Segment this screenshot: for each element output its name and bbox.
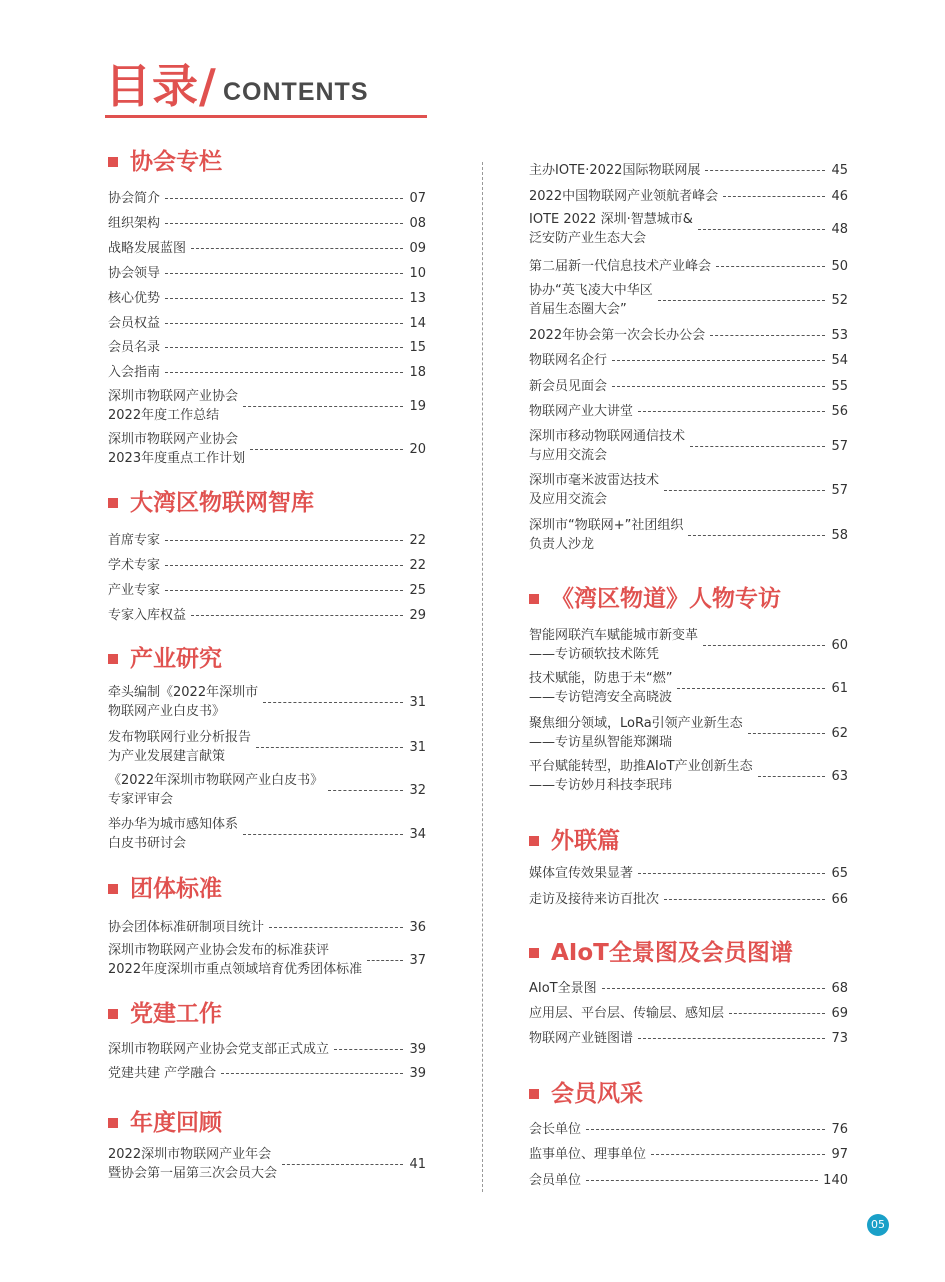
dotted-leader [664, 490, 825, 491]
toc-page-number: 31 [409, 694, 426, 710]
dotted-leader [367, 960, 403, 961]
toc-page-number: 57 [831, 438, 848, 454]
toc-entry[interactable] [529, 257, 848, 276]
dotted-leader [165, 298, 403, 299]
dotted-leader [612, 386, 825, 387]
toc-entry-title: 协办“英飞凌大中华区 首届生态圈大会” [529, 283, 653, 317]
toc-entry-title: 走访及接待来访百批次 [529, 891, 660, 907]
toc-page-number: 41 [409, 1156, 426, 1172]
column-divider [482, 162, 483, 1192]
toc-entry-title: 深圳市物联网产业协会 2022年度工作总结 [108, 389, 239, 423]
section-heading [108, 487, 314, 519]
toc-page-number: 63 [831, 768, 848, 784]
toc-page-number: 55 [831, 378, 848, 394]
dotted-leader [243, 406, 403, 407]
dotted-leader [165, 273, 403, 274]
toc-entry[interactable] [529, 757, 848, 795]
toc-entry[interactable] [529, 516, 848, 554]
dotted-leader [758, 776, 825, 777]
toc-page-number: 68 [831, 980, 848, 996]
dotted-leader [269, 927, 403, 928]
toc-entry[interactable] [529, 351, 848, 370]
toc-page-number: 39 [409, 1065, 426, 1081]
toc-page-number: 61 [831, 680, 848, 696]
dotted-leader [221, 1073, 403, 1074]
dotted-leader [250, 449, 403, 450]
toc-entry-title: AIoT全景图 [529, 980, 597, 996]
dotted-leader [723, 196, 825, 197]
dotted-leader [586, 1129, 825, 1130]
toc-page-number: 10 [409, 265, 426, 281]
toc-entry[interactable] [529, 187, 848, 206]
toc-page-number: 20 [409, 441, 426, 457]
toc-entry-title: 深圳市“物联网+”社团组织 负责人沙龙 [529, 518, 684, 552]
section-bullet-icon [529, 594, 539, 604]
toc-entry[interactable] [529, 377, 848, 396]
dotted-leader [602, 988, 825, 989]
page-number-badge: 05 [867, 1214, 889, 1236]
toc-page-number: 65 [831, 865, 848, 881]
section-bullet-icon [108, 1009, 118, 1019]
dotted-leader [328, 790, 403, 791]
toc-page-number: 46 [831, 188, 848, 204]
section-title: 协会专栏 [130, 149, 222, 175]
toc-page-number: 52 [831, 292, 848, 308]
toc-page-number: 57 [831, 482, 848, 498]
toc-entry-title: 第二届新一代信息技术产业峰会 [529, 258, 712, 274]
dotted-leader [165, 590, 403, 591]
section-heading [529, 583, 781, 615]
toc-entry[interactable] [108, 1040, 426, 1059]
section-bullet-icon [108, 157, 118, 167]
section-bullet-icon [108, 1118, 118, 1128]
dotted-leader [638, 1038, 825, 1039]
toc-entry-title: 党建共建 产学融合 [108, 1065, 217, 1081]
toc-entry-title: 技术赋能，防患于未“燃” ——专访铠湾安全高晓波 [529, 671, 673, 705]
toc-entry-title: 牵头编制《2022年深圳市 物联网产业白皮书》 [108, 685, 259, 719]
toc-entry[interactable] [108, 387, 426, 425]
dotted-leader [703, 645, 825, 646]
toc-page-number: 62 [831, 725, 848, 741]
toc-page-number: 53 [831, 327, 848, 343]
toc-page-number: 140 [823, 1172, 848, 1188]
toc-title-slash: / [199, 59, 216, 113]
toc-entry-title: 战略发展蓝图 [108, 240, 187, 256]
toc-page-number: 09 [409, 240, 426, 256]
toc-entry[interactable] [108, 430, 426, 468]
dotted-leader [638, 873, 825, 874]
section-heading [529, 1078, 643, 1110]
toc-page-number: 18 [409, 364, 426, 380]
section-title: 会员风采 [551, 1081, 643, 1107]
dotted-leader [638, 411, 825, 412]
dotted-leader [256, 747, 403, 748]
toc-entry-title: 深圳市物联网产业协会发布的标准获评 2022年度深圳市重点领域培育优秀团体标准 [108, 943, 363, 977]
toc-entry-title: 媒体宣传效果显著 [529, 865, 634, 881]
dotted-leader [243, 834, 403, 835]
toc-entry-title: 深圳市移动物联网通信技术 与应用交流会 [529, 429, 686, 463]
toc-entry[interactable] [529, 427, 848, 465]
section-heading [108, 873, 222, 905]
toc-page-number: 22 [409, 532, 426, 548]
section-bullet-icon [529, 948, 539, 958]
toc-entry-title: 会员名录 [108, 339, 161, 355]
toc-entry[interactable] [108, 214, 426, 233]
toc-entry-title: 会员单位 [529, 1172, 582, 1188]
dotted-leader [688, 535, 825, 536]
toc-page-number: 66 [831, 891, 848, 907]
section-title: 《湾区物道》人物专访 [551, 586, 781, 612]
toc-page-number: 56 [831, 403, 848, 419]
toc-entry[interactable] [529, 1171, 848, 1190]
toc-page-number: 14 [409, 315, 426, 331]
section-title: 年度回顾 [130, 1110, 222, 1136]
toc-entry[interactable] [108, 289, 426, 308]
toc-page-number: 19 [409, 398, 426, 414]
toc-page-number: 15 [409, 339, 426, 355]
toc-entry-title: 举办华为城市感知体系 白皮书研讨会 [108, 817, 239, 851]
section-bullet-icon [108, 884, 118, 894]
toc-entry-title: 会长单位 [529, 1121, 582, 1137]
toc-entry-title: 首席专家 [108, 532, 161, 548]
toc-entry-title: 物联网产业大讲堂 [529, 403, 634, 419]
section-title: 外联篇 [551, 828, 620, 854]
toc-page-number: 29 [409, 607, 426, 623]
toc-entry-title: 协会领导 [108, 265, 161, 281]
toc-entry[interactable] [108, 314, 426, 333]
dotted-leader [191, 248, 403, 249]
section-title: 党建工作 [130, 1001, 222, 1027]
toc-page-number: 73 [831, 1030, 848, 1046]
toc-entry[interactable] [529, 864, 848, 883]
dotted-leader [165, 372, 403, 373]
toc-entry[interactable] [108, 606, 426, 625]
toc-page-number: 48 [831, 221, 848, 237]
toc-entry[interactable] [108, 239, 426, 258]
dotted-leader [690, 446, 825, 447]
dotted-leader [710, 335, 825, 336]
toc-entry[interactable] [529, 281, 848, 319]
toc-page-number: 13 [409, 290, 426, 306]
toc-entry-title: 主办IOTE·2022国际物联网展 [529, 162, 701, 178]
toc-page-number: 60 [831, 637, 848, 653]
toc-entry[interactable] [108, 531, 426, 550]
toc-entry-title: 深圳市毫米波雷达技术 及应用交流会 [529, 473, 660, 507]
dotted-leader [716, 266, 825, 267]
dotted-leader [165, 540, 403, 541]
toc-entry[interactable] [108, 728, 426, 766]
toc-header [105, 58, 427, 120]
dotted-leader [263, 702, 403, 703]
toc-entry[interactable] [108, 556, 426, 575]
toc-entry-title: 深圳市物联网产业协会 2023年度重点工作计划 [108, 432, 246, 466]
toc-page-number: 50 [831, 258, 848, 274]
toc-page-number: 97 [831, 1146, 848, 1162]
section-heading [529, 937, 793, 969]
header-underline [105, 115, 427, 118]
section-bullet-icon [529, 1089, 539, 1099]
section-bullet-icon [108, 498, 118, 508]
toc-entry-title: 深圳市物联网产业协会党支部正式成立 [108, 1041, 330, 1057]
toc-entry-title: 智能网联汽车赋能城市新变革 ——专访硕软技术陈凭 [529, 628, 699, 662]
toc-page-number: 25 [409, 582, 426, 598]
toc-entry-title: 入会指南 [108, 364, 161, 380]
toc-entry[interactable] [529, 714, 848, 752]
section-heading [108, 146, 222, 178]
toc-entry[interactable] [108, 264, 426, 283]
toc-page-number: 34 [409, 826, 426, 842]
toc-page-number: 37 [409, 952, 426, 968]
toc-entry[interactable] [529, 210, 848, 248]
dotted-leader [282, 1164, 403, 1165]
toc-entry[interactable] [529, 1145, 848, 1164]
toc-entry[interactable] [108, 815, 426, 853]
toc-entry[interactable] [529, 402, 848, 421]
toc-page-number: 32 [409, 782, 426, 798]
toc-entry[interactable] [529, 669, 848, 707]
toc-entry[interactable] [529, 626, 848, 664]
toc-title-en: CONTENTS [223, 78, 369, 106]
section-heading [108, 643, 222, 675]
section-heading [108, 1107, 222, 1139]
toc-entry[interactable] [529, 326, 848, 345]
toc-entry-title: 2022中国物联网产业领航者峰会 [529, 188, 719, 204]
toc-entry-title: 2022深圳市物联网产业年会 暨协会第一届第三次会员大会 [108, 1147, 278, 1181]
section-title: AIoT全景图及会员图谱 [551, 940, 793, 966]
toc-page-number: 58 [831, 527, 848, 543]
toc-entry[interactable] [108, 918, 426, 937]
toc-page-number: 22 [409, 557, 426, 573]
toc-page-number: 08 [409, 215, 426, 231]
toc-entry-title: 协会团体标准研制项目统计 [108, 919, 265, 935]
section-bullet-icon [529, 836, 539, 846]
dotted-leader [165, 323, 403, 324]
dotted-leader [698, 229, 825, 230]
section-title: 产业研究 [130, 646, 222, 672]
toc-entry[interactable] [108, 683, 426, 721]
toc-entry-title: 协会简介 [108, 190, 161, 206]
toc-entry[interactable] [108, 1145, 426, 1183]
dotted-leader [334, 1049, 403, 1050]
toc-entry[interactable] [529, 1029, 848, 1048]
dotted-leader [677, 688, 825, 689]
toc-entry-title: 专家入库权益 [108, 607, 187, 623]
toc-entry-title: 《2022年深圳市物联网产业白皮书》 专家评审会 [108, 773, 324, 807]
toc-entry-title: 物联网名企行 [529, 352, 608, 368]
section-heading [529, 825, 620, 857]
dotted-leader [586, 1180, 818, 1181]
dotted-leader [165, 198, 403, 199]
toc-entry[interactable] [108, 363, 426, 382]
dotted-leader [729, 1013, 825, 1014]
toc-entry-title: 新会员见面会 [529, 378, 608, 394]
toc-entry[interactable] [108, 581, 426, 600]
dotted-leader [165, 223, 403, 224]
dotted-leader [191, 615, 403, 616]
toc-entry-title: 聚焦细分领域，LoRa引领产业新生态 ——专访星纵智能郑渊瑞 [529, 716, 743, 750]
toc-entry[interactable] [108, 1064, 426, 1083]
toc-page-number: 31 [409, 739, 426, 755]
toc-entry[interactable] [108, 771, 426, 809]
toc-entry[interactable] [529, 1120, 848, 1139]
toc-entry-title: 学术专家 [108, 557, 161, 573]
toc-entry[interactable] [529, 1004, 848, 1023]
toc-entry[interactable] [108, 189, 426, 208]
toc-entry-title: 产业专家 [108, 582, 161, 598]
toc-entry[interactable] [529, 471, 848, 509]
toc-entry-title: 会员权益 [108, 315, 161, 331]
toc-page-number: 45 [831, 162, 848, 178]
toc-page-number: 69 [831, 1005, 848, 1021]
dotted-leader [165, 347, 403, 348]
toc-entry-title: 物联网产业链图谱 [529, 1030, 634, 1046]
dotted-leader [651, 1154, 825, 1155]
dotted-leader [612, 360, 825, 361]
toc-entry-title: 平台赋能转型，助推AIoT产业创新生态 ——专访妙月科技李珉玮 [529, 759, 753, 793]
section-title: 大湾区物联网智库 [130, 490, 314, 516]
toc-entry[interactable] [529, 161, 848, 180]
toc-entry[interactable] [529, 979, 848, 998]
toc-page-number: 54 [831, 352, 848, 368]
dotted-leader [705, 170, 825, 171]
toc-page-number: 36 [409, 919, 426, 935]
toc-page-number: 07 [409, 190, 426, 206]
toc-entry[interactable] [108, 338, 426, 357]
section-bullet-icon [108, 654, 118, 664]
toc-entry[interactable] [529, 890, 848, 909]
dotted-leader [748, 733, 825, 734]
dotted-leader [664, 899, 825, 900]
section-title: 团体标准 [130, 876, 222, 902]
toc-entry-title: 发布物联网行业分析报告 为产业发展建言献策 [108, 730, 252, 764]
toc-entry-title: 应用层、平台层、传输层、感知层 [529, 1005, 725, 1021]
toc-entry-title: 核心优势 [108, 290, 161, 306]
toc-page-number: 39 [409, 1041, 426, 1057]
toc-entry-title: 2022年协会第一次会长办公会 [529, 327, 706, 343]
section-heading [108, 998, 222, 1030]
dotted-leader [165, 565, 403, 566]
toc-title-cn: 目录 [105, 59, 199, 113]
toc-entry-title: IOTE 2022 深圳·智慧城市& 泛安防产业生态大会 [529, 212, 693, 246]
toc-entry-title: 组织架构 [108, 215, 161, 231]
toc-page-number: 76 [831, 1121, 848, 1137]
toc-entry-title: 监事单位、理事单位 [529, 1146, 647, 1162]
toc-entry[interactable] [108, 941, 426, 979]
dotted-leader [658, 300, 825, 301]
